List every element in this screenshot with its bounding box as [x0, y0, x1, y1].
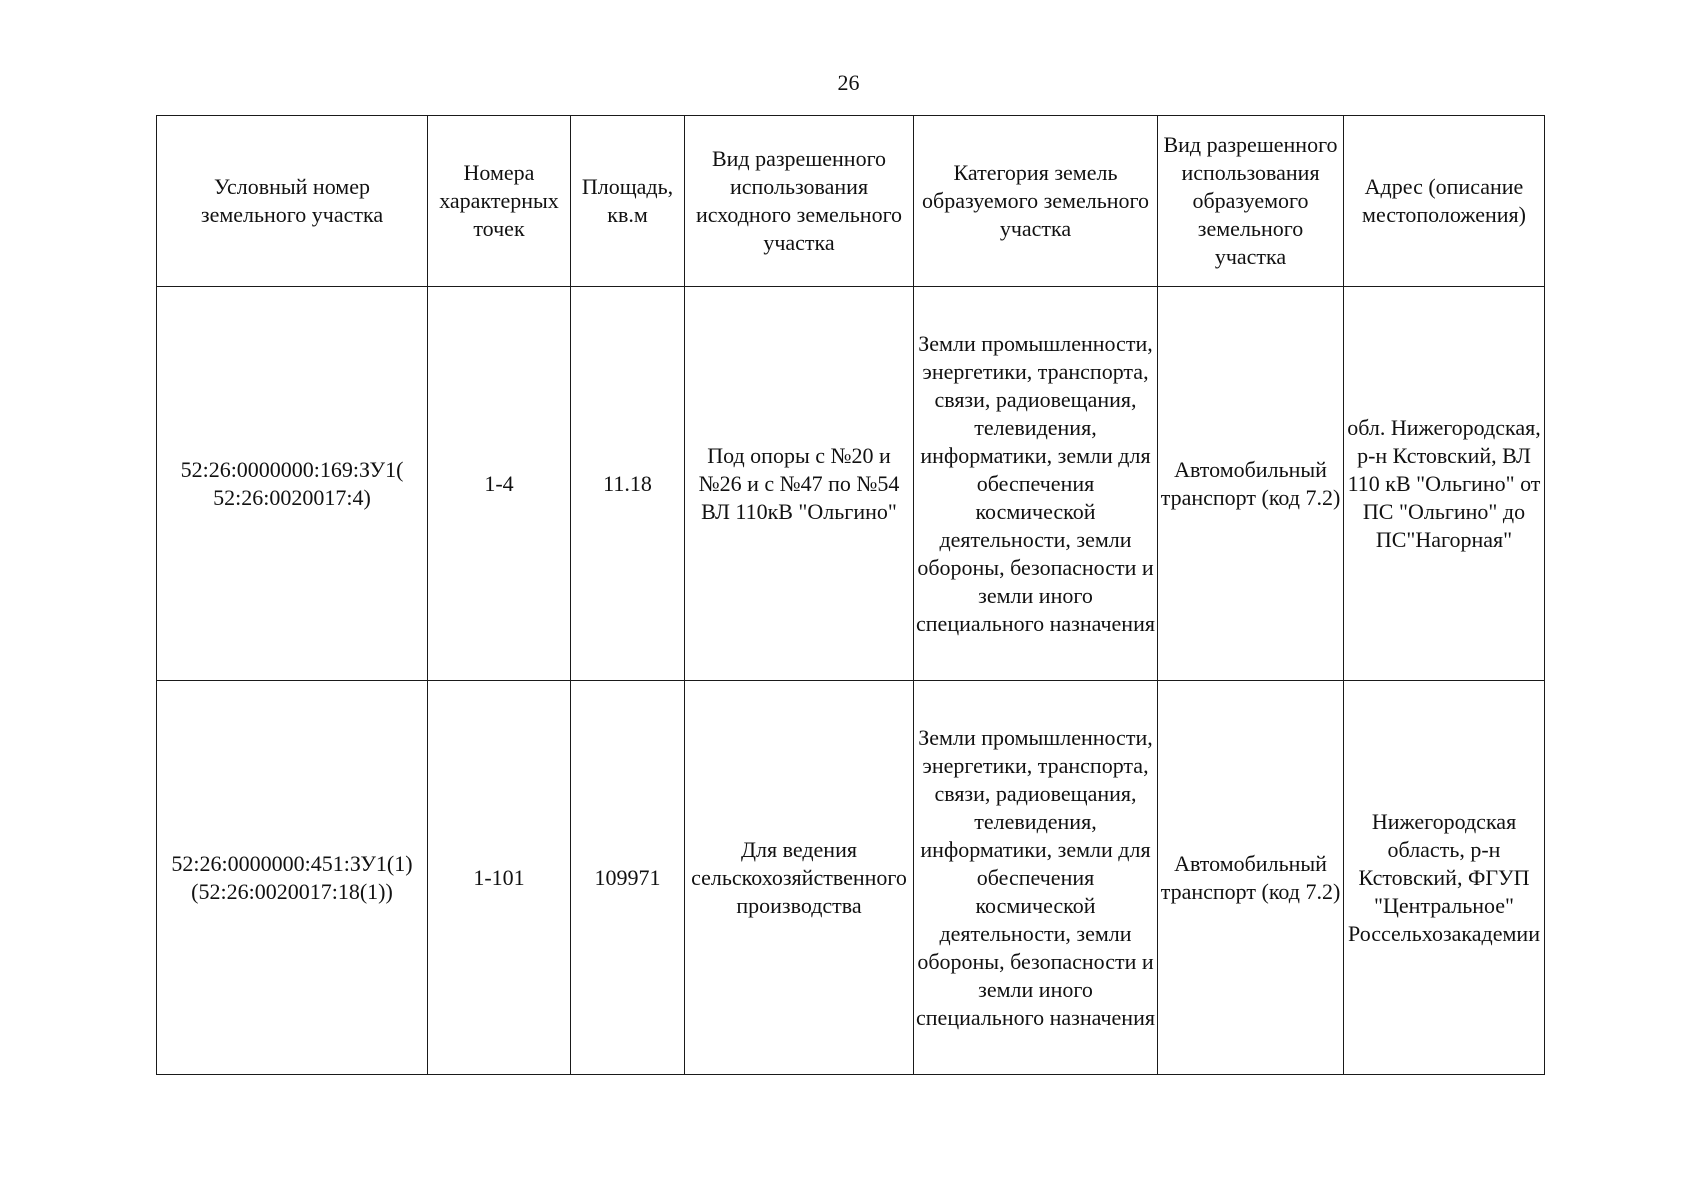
- cell-address: Нижегородская область, р-н Кстовский, ФГУП "Центральное" Россельхозакадемии: [1344, 681, 1545, 1075]
- table-row: [157, 287, 1545, 681]
- header-new-permitted-use: Вид разрешенного использования образуемого земельного участка: [1158, 116, 1344, 287]
- page-number: 26: [837, 70, 860, 95]
- land-plots-table: [156, 115, 1545, 1075]
- header-land-category: Категория земель образуемого земельного участка: [914, 116, 1158, 287]
- header-plot-number: Условный номер земельного участка: [157, 116, 428, 287]
- cell-source-permitted-use: Для ведения сельскохозяйственного производства: [685, 681, 914, 1075]
- cell-new-permitted-use: Автомобильный транспорт (код 7.2): [1158, 681, 1344, 1075]
- header-point-numbers: Номера характерных точек: [428, 116, 571, 287]
- cell-new-permitted-use: Автомобильный транспорт (код 7.2): [1158, 287, 1344, 681]
- cell-land-category: Земли промышленности, энергетики, транспорта, связи, радиовещания, телевидения, информатики, земли для обеспечения космической деятельности, земли обороны, безопасности и земли иного специального назначения: [914, 681, 1158, 1075]
- header-source-permitted-use: Вид разрешенного использования исходного земельного участка: [685, 116, 914, 287]
- cell-plot-number: 52:26:0000000:451:ЗУ1(1) (52:26:0020017:18(1)): [157, 681, 428, 1075]
- cell-area: 11.18: [571, 287, 685, 681]
- cell-point-numbers: 1-4: [428, 287, 571, 681]
- cell-source-permitted-use: Под опоры с №20 и №26 и с №47 по №54 ВЛ 110кВ "Ольгино": [685, 287, 914, 681]
- cell-point-numbers: 1-101: [428, 681, 571, 1075]
- cell-land-category: Земли промышленности, энергетики, транспорта, связи, радиовещания, телевидения, информатики, земли для обеспечения космической деятельности, земли обороны, безопасности и земли иного специального назначения: [914, 287, 1158, 681]
- table-row: [157, 681, 1545, 1075]
- cell-area: 109971: [571, 681, 685, 1075]
- cell-address: обл. Нижегородская, р-н Кстовский, ВЛ 110 кВ "Ольгино" от ПС "Ольгино" до ПС"Нагорная": [1344, 287, 1545, 681]
- cell-plot-number: 52:26:0000000:169:ЗУ1( 52:26:0020017:4): [157, 287, 428, 681]
- header-address: Адрес (описание местоположения): [1344, 116, 1545, 287]
- table-header-row: [157, 116, 1545, 287]
- header-area: Площадь, кв.м: [571, 116, 685, 287]
